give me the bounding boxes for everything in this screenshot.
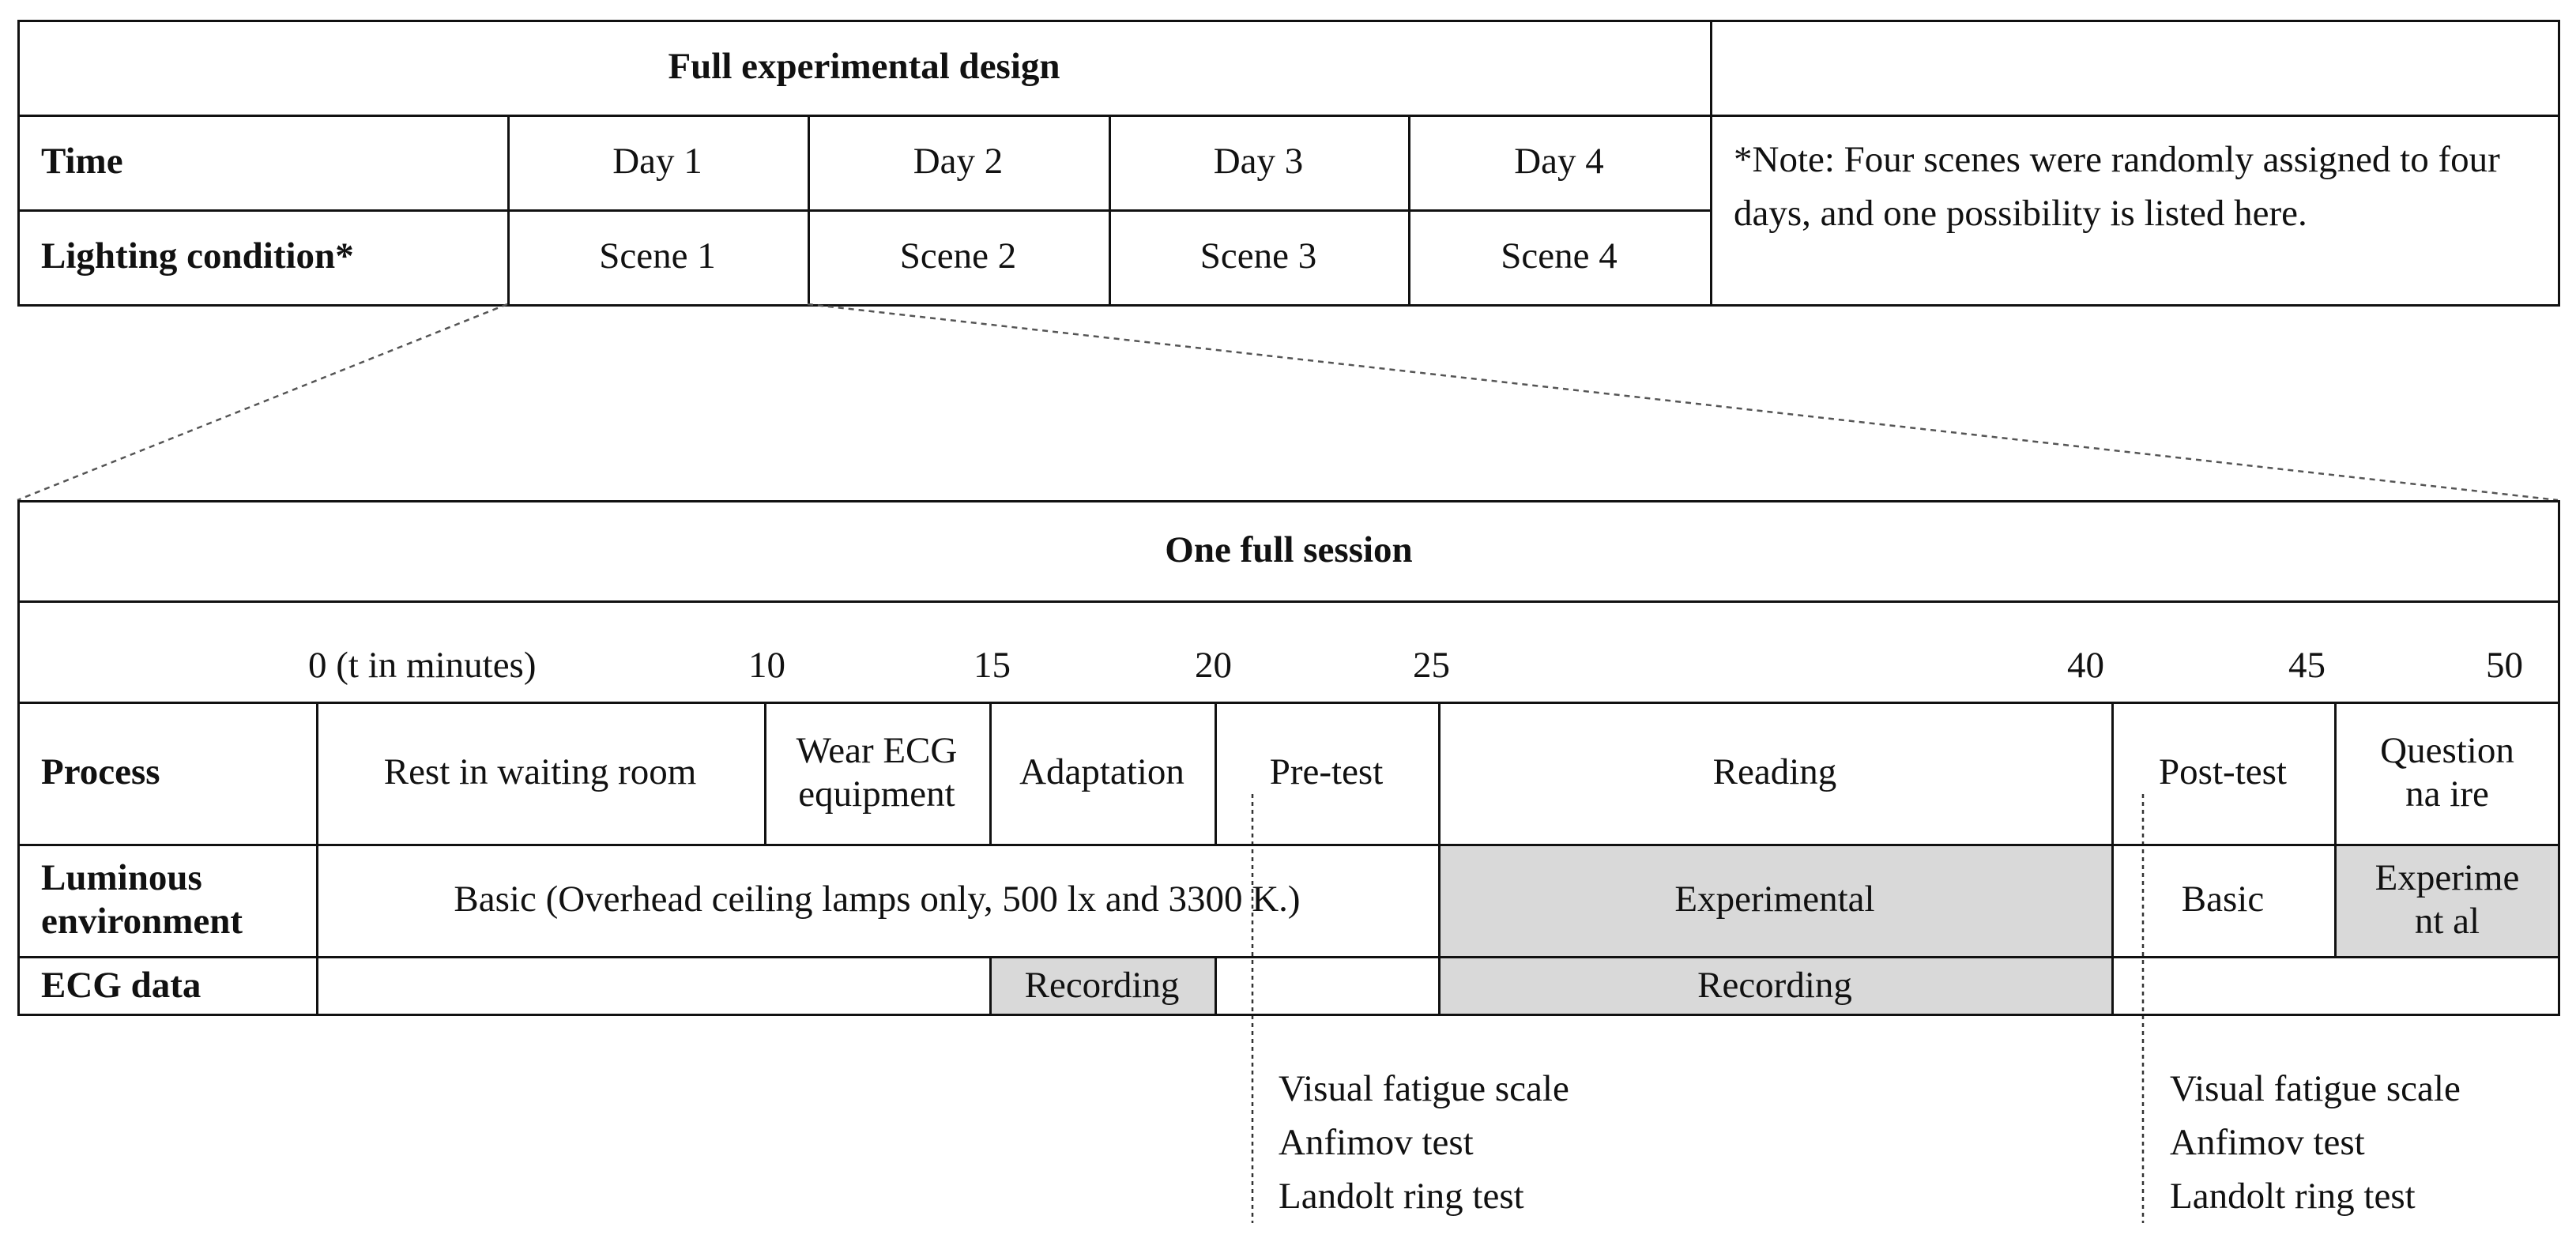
day-cell: Day 1 xyxy=(612,141,702,183)
process-step: Rest in waiting room xyxy=(383,751,697,793)
day-cell: Day 3 xyxy=(1213,141,1304,183)
post-test-item: Visual fatigue scale xyxy=(2170,1068,2461,1109)
pre-test-list xyxy=(1279,1062,1569,1223)
time-tick: 50 xyxy=(2486,645,2523,686)
pre-test-item: Anfimov test xyxy=(1279,1122,1474,1163)
table-border xyxy=(1215,956,1217,1016)
scene-cell: Scene 4 xyxy=(1501,235,1618,277)
luminous-experimental: Experimental xyxy=(1674,879,1875,920)
luminous-basic-long: Basic (Overhead ceiling lamps only, 500 lx and 3300 K.) xyxy=(454,879,1301,920)
scene-cell: Scene 3 xyxy=(1199,235,1317,277)
time-tick: 20 xyxy=(1195,645,1232,686)
table-border xyxy=(17,956,2560,958)
time-tick: 45 xyxy=(2288,645,2326,686)
scene-cell: Scene 2 xyxy=(899,235,1017,277)
pre-test-item: Landolt ring test xyxy=(1279,1176,1524,1217)
note-text: *Note: Four scenes were randomly assigned to four days, and one possibility is listed here. xyxy=(1734,139,2500,234)
time-tick: 40 xyxy=(2067,645,2104,686)
post-test-item: Anfimov test xyxy=(2170,1122,2365,1163)
process-step: Wear ECG equipment xyxy=(796,729,958,815)
time-tick: 15 xyxy=(974,645,1011,686)
pre-test-item: Visual fatigue scale xyxy=(1279,1068,1569,1109)
table-border xyxy=(17,1014,2560,1016)
table-border xyxy=(17,600,2560,603)
ecg-row-label: ECG data xyxy=(41,964,201,1006)
time-tick: 25 xyxy=(1413,645,1450,686)
day-cell: Day 4 xyxy=(1514,141,1604,183)
scene-cell: Scene 1 xyxy=(599,235,716,277)
process-step: Post-test xyxy=(2159,751,2287,793)
process-step: Questionna ire xyxy=(2380,729,2514,815)
luminous-row-label: Luminous environment xyxy=(41,856,243,942)
day-cell: Day 2 xyxy=(913,141,1004,183)
design-title: Full experimental design xyxy=(668,46,1060,88)
ecg-recording: Recording xyxy=(1697,964,1852,1006)
process-step: Adaptation xyxy=(1019,751,1184,793)
process-step: Pre-test xyxy=(1269,751,1384,793)
lighting-row-label: Lighting condition* xyxy=(41,235,354,277)
luminous-experimental: Experiment al xyxy=(2375,856,2520,942)
time-axis-start: 0 (t in minutes) xyxy=(308,645,537,686)
post-test-item: Landolt ring test xyxy=(2170,1176,2416,1217)
process-step: Reading xyxy=(1712,751,1837,793)
post-test-list xyxy=(2170,1062,2461,1223)
time-tick: 10 xyxy=(748,645,785,686)
process-row-label: Process xyxy=(41,751,160,793)
time-row-label: Time xyxy=(41,141,123,183)
luminous-basic: Basic xyxy=(2181,879,2265,920)
session-title: One full session xyxy=(1165,529,1413,570)
ecg-recording: Recording xyxy=(1024,964,1180,1006)
